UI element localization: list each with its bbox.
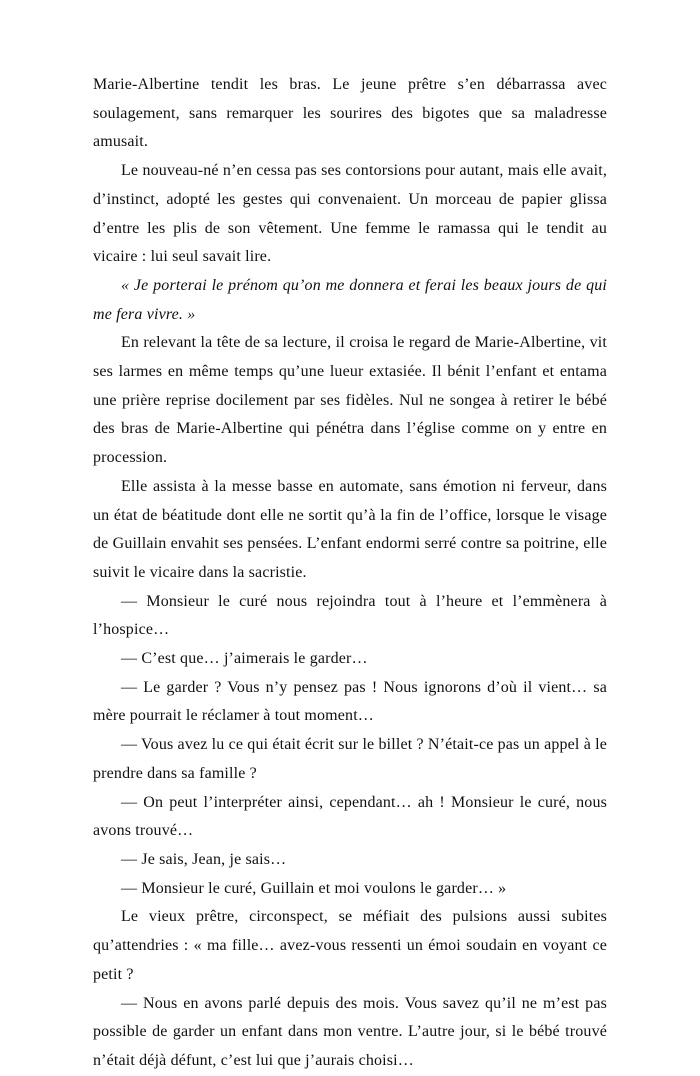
page-text-block [93,71,607,1076]
paragraph-narrative: Le nouveau-né n’en cessa pas ses contorsions pour autant, mais elle avait, d’instinct, adopté les gestes qui convenaient. Un morceau de papier glissa d’entre les plis de son vêtement. Une femme le ramassa qui le tendit au vicaire : lui seul savait lire. [93,162,607,266]
paragraph-dialogue: — Vous avez lu ce qui était écrit sur le billet ? N’était-ce pas un appel à le prendre dans sa famille ? [93,736,607,782]
paragraph-narrative: En relevant la tête de sa lecture, il croisa le regard de Marie-Albertine, vit ses larmes en même temps qu’une lueur extasiée. Il bénit l’enfant et entama une prière reprise docilement par ses fidèles. Nul ne songea à retirer le bébé des bras de Marie-Albertine qui pénétra dans l’église comme on y entre en procession. [93,334,607,467]
paragraph-dialogue: — Je sais, Jean, je sais… [121,850,287,868]
paragraph-dialogue: — Nous en avons parlé depuis des mois. Vous savez qu’il ne m’est pas possible de garder un enfant dans mon ventre. L’autre jour, si le bébé trouvé n’était déjà défunt, c’est lui que j’aurais choisi… [93,994,607,1069]
paragraph-dialogue: — Monsieur le curé nous rejoindra tout à l’heure et l’emmènera à l’hospice… [93,592,607,639]
paragraph-narrative: Le vieux prêtre, circonspect, se méfiait des pulsions aussi subites qu’attendries : « ma fille… avez-vous ressenti un émoi soudain en voyant ce petit ? [93,908,607,983]
paragraph-narrative: Marie-Albertine tendit les bras. Le jeune prêtre s’en débarrassa avec soulagement, sans remarquer les sourires des bigotes que sa maladresse amusait. [93,76,607,151]
paragraph-dialogue: — On peut l’interpréter ainsi, cependant… ah ! Monsieur le curé, nous avons trouvé… [93,793,607,840]
paragraph-dialogue: — Monsieur le curé, Guillain et moi voulons le garder… » [121,879,507,897]
paragraph-dialogue: — C’est que… j’aimerais le garder… [121,650,368,668]
paragraph-quote-italic: « Je porterai le prénom qu’on me donnera et ferai les beaux jours de qui me fera vivre. » [93,276,607,323]
paragraph-dialogue: — Le garder ? Vous n’y pensez pas ! Nous ignorons d’où il vient… sa mère pourrait le réclamer à tout moment… [93,678,607,725]
paragraph-narrative: Elle assista à la messe basse en automate, sans émotion ni ferveur, dans un état de béatitude dont elle ne sortit qu’à la fin de l’office, lorsque le visage de Guillain envahit ses pensées. L’enfant endormi serré contre sa poitrine, elle suivit le vicaire dans la sacristie. [93,477,607,581]
